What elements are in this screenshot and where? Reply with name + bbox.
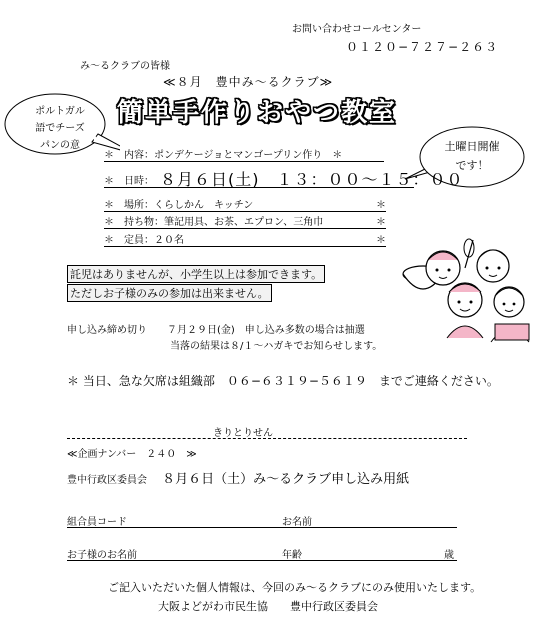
contact-label: お問い合わせコールセンター	[292, 24, 422, 35]
footer-org: 大阪よどがわ市民生協 豊中行政区委員会	[158, 600, 378, 613]
detail-datetime: ８月６日(土) １３：００〜１５：００	[160, 170, 464, 189]
detail-place: ＊ 場所：くらしかん キッチン ＊	[104, 196, 386, 212]
detail-datetime-row	[104, 167, 464, 189]
detail-capacity: ＊ 定員：２０名 ＊	[104, 231, 386, 247]
deadline-line2: 当落の結果は８/１〜ハガキでお知らせします。	[170, 341, 383, 352]
cut-label: きりとりせん	[213, 428, 273, 439]
form-title-prefix: 豊中行政区委員会	[67, 475, 147, 486]
note-child-only: ただしお子様のみの参加は出来ません。	[67, 284, 272, 302]
detail-menu: ＊ 内容：ポンデケージョとマンゴープリン作り ＊	[104, 146, 384, 162]
form-title-row	[67, 468, 409, 487]
member-name-field-line[interactable]	[67, 527, 457, 528]
bubble-left-text: ポルトガル 語でチーズ パンの意	[35, 106, 85, 151]
plan-number: ≪企画ナンバー ２４０ ≫	[67, 449, 197, 460]
child-age-field-line[interactable]	[67, 560, 457, 561]
privacy-note: ご記入いただいた個人情報は、今回のみ〜るクラブにのみ使用いたします。	[108, 581, 482, 594]
detail-datetime-prefix: ＊ 日時：	[104, 176, 154, 187]
event-header: ≪８月 豊中み〜るクラブ≫	[163, 75, 334, 89]
salutation: み〜るクラブの皆様	[80, 61, 170, 72]
page-title: 簡単手作りおやつ教室	[117, 98, 398, 128]
age-unit: 歳	[444, 550, 454, 561]
note-childcare: 託児はありませんが、小学生以上は参加できます。	[67, 265, 325, 283]
detail-items: ＊ 持ち物：筆記用具、お茶、エプロン、三角巾 ＊	[104, 213, 386, 229]
bubble-right-text: 土曜日開催 です！	[444, 140, 500, 172]
deadline-line1: 申し込み締め切り ７月２９日(金) 申し込み多数の場合は抽選	[67, 325, 365, 336]
form-title: ８月６日（土）み〜るクラブ申し込み用紙	[162, 472, 410, 487]
contact-phone: ０１２０−７２７−２６３	[346, 40, 499, 54]
kids-cooking-illustration	[395, 238, 540, 348]
age-label: 年齢	[282, 550, 302, 561]
child-name-label: お子様のお名前	[67, 550, 137, 561]
name-label: お名前	[282, 517, 312, 528]
cut-line	[67, 438, 467, 439]
member-code-label: 組合員コード	[67, 517, 127, 528]
absence-notice: ＊ 当日、急な欠席は組織部 ０６−６３１９−５６１９ までご連絡ください。	[67, 374, 499, 388]
